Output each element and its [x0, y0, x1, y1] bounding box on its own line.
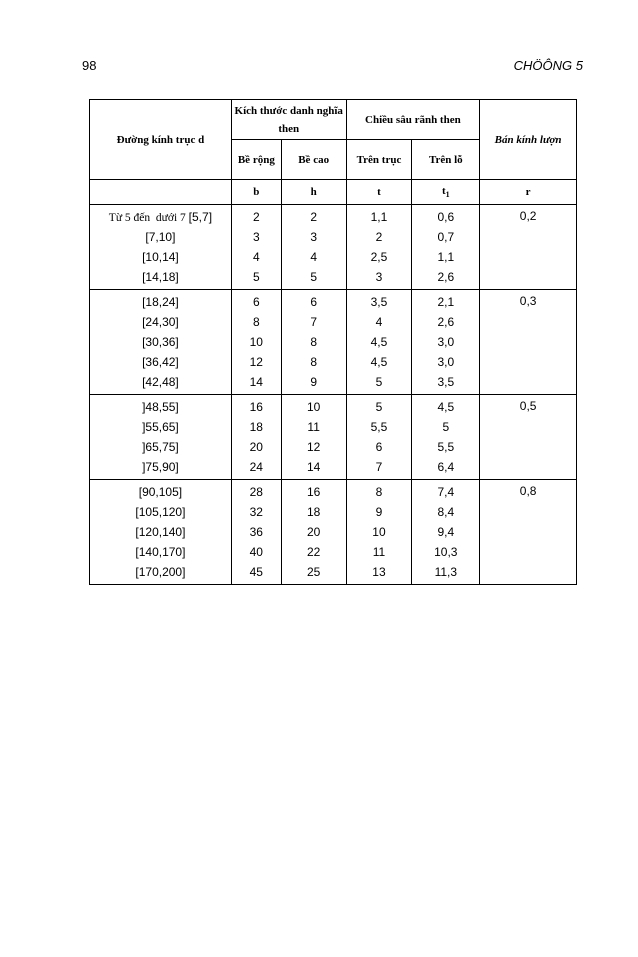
diameter-range: [14,18] — [142, 270, 179, 284]
page-number: 98 — [82, 58, 97, 73]
cell-b: 2 — [231, 205, 281, 228]
cell-t: 4 — [346, 312, 412, 332]
cell-diameter — [90, 542, 232, 562]
cell-diameter — [90, 395, 232, 418]
cell-diameter — [90, 480, 232, 503]
cell-t1: 11,3 — [412, 562, 480, 585]
cell-t: 9 — [346, 502, 412, 522]
diameter-range: [90,105] — [138, 485, 183, 499]
cell-b: 45 — [231, 562, 281, 585]
cell-diameter — [90, 332, 232, 352]
diameter-range: [36,42] — [142, 355, 179, 369]
cell-t1: 0,7 — [412, 227, 480, 247]
cell-b: 14 — [231, 372, 281, 395]
cell-diameter — [90, 290, 232, 313]
cell-diameter — [90, 437, 232, 457]
table-row — [90, 205, 577, 228]
cell-radius: 0,5 — [480, 395, 577, 480]
cell-t1: 0,6 — [412, 205, 480, 228]
header-key-nominal-size: Kích thước danh nghĩa then — [231, 100, 346, 140]
cell-h: 7 — [281, 312, 346, 332]
cell-diameter — [90, 267, 232, 290]
diameter-prefix-text: Từ 5 đến dưới 7 — [108, 212, 189, 224]
cell-t: 11 — [346, 542, 412, 562]
diameter-range: [7,10] — [145, 230, 176, 244]
cell-h: 12 — [281, 437, 346, 457]
cell-b: 8 — [231, 312, 281, 332]
cell-t: 5 — [346, 395, 412, 418]
header-width: Bề rộng — [231, 140, 281, 180]
cell-b: 18 — [231, 417, 281, 437]
symbol-b: b — [231, 180, 281, 205]
cell-diameter — [90, 372, 232, 395]
cell-t1: 5,5 — [412, 437, 480, 457]
cell-b: 36 — [231, 522, 281, 542]
diameter-range: [24,30] — [142, 315, 179, 329]
cell-b: 5 — [231, 267, 281, 290]
cell-t1: 2,6 — [412, 267, 480, 290]
cell-radius: 0,2 — [480, 205, 577, 290]
diameter-range: [10,14] — [142, 250, 179, 264]
header-height: Bề cao — [281, 140, 346, 180]
cell-t: 13 — [346, 562, 412, 585]
cell-t1: 2,1 — [412, 290, 480, 313]
cell-h: 4 — [281, 247, 346, 267]
cell-b: 3 — [231, 227, 281, 247]
cell-diameter — [90, 457, 232, 480]
symbol-t1-base: t — [441, 184, 446, 197]
diameter-range: ]75,90] — [142, 460, 179, 474]
cell-h: 8 — [281, 332, 346, 352]
cell-t1: 6,4 — [412, 457, 480, 480]
cell-t: 10 — [346, 522, 412, 542]
symbol-t1-subscript: 1 — [445, 190, 450, 200]
diameter-range: [120,140] — [135, 525, 186, 539]
diameter-range: ]65,75] — [142, 440, 179, 454]
cell-b: 40 — [231, 542, 281, 562]
header-on-shaft: Trên trục — [346, 140, 412, 180]
symbol-h: h — [281, 180, 346, 205]
diameter-range: [42,48] — [142, 375, 179, 389]
cell-radius: 0,8 — [480, 480, 577, 585]
diameter-range: [105,120] — [135, 505, 186, 519]
cell-b: 12 — [231, 352, 281, 372]
cell-h: 9 — [281, 372, 346, 395]
cell-t: 5,5 — [346, 417, 412, 437]
table-row — [90, 480, 577, 503]
cell-b: 6 — [231, 290, 281, 313]
cell-h: 11 — [281, 417, 346, 437]
cell-t1: 3,0 — [412, 352, 480, 372]
cell-h: 3 — [281, 227, 346, 247]
cell-diameter — [90, 502, 232, 522]
cell-b: 28 — [231, 480, 281, 503]
cell-t: 2,5 — [346, 247, 412, 267]
diameter-range: ]55,65] — [142, 420, 179, 434]
cell-t1: 7,4 — [412, 480, 480, 503]
cell-diameter — [90, 562, 232, 585]
diameter-range: [140,170] — [135, 545, 186, 559]
table-row — [90, 395, 577, 418]
cell-h: 2 — [281, 205, 346, 228]
cell-t1: 5 — [412, 417, 480, 437]
cell-t1: 3,5 — [412, 372, 480, 395]
cell-t1: 9,4 — [412, 522, 480, 542]
diameter-range: ]48,55] — [142, 400, 179, 414]
symbol-r: r — [480, 180, 577, 205]
cell-b: 24 — [231, 457, 281, 480]
cell-t: 3,5 — [346, 290, 412, 313]
cell-h: 14 — [281, 457, 346, 480]
cell-t: 5 — [346, 372, 412, 395]
chapter-title: CHÖÔNG 5 — [513, 58, 583, 73]
cell-t: 4,5 — [346, 332, 412, 352]
cell-h: 6 — [281, 290, 346, 313]
cell-diameter — [90, 227, 232, 247]
cell-h: 20 — [281, 522, 346, 542]
cell-diameter — [90, 522, 232, 542]
header-keyway-depth: Chiều sâu rãnh then — [346, 100, 480, 140]
cell-h: 10 — [281, 395, 346, 418]
cell-diameter — [90, 205, 232, 228]
cell-b: 16 — [231, 395, 281, 418]
cell-t: 2 — [346, 227, 412, 247]
header-shaft-diameter: Đường kính trục d — [116, 133, 205, 146]
symbol-t1 — [412, 180, 480, 205]
diameter-range: [18,24] — [142, 295, 179, 309]
symbol-t: t — [346, 180, 412, 205]
cell-b: 10 — [231, 332, 281, 352]
cell-t1: 1,1 — [412, 247, 480, 267]
cell-diameter — [90, 312, 232, 332]
diameter-range: [170,200] — [135, 565, 186, 579]
cell-t: 6 — [346, 437, 412, 457]
table-row — [90, 290, 577, 313]
cell-radius: 0,3 — [480, 290, 577, 395]
cell-b: 32 — [231, 502, 281, 522]
cell-h: 22 — [281, 542, 346, 562]
cell-t1: 8,4 — [412, 502, 480, 522]
cell-h: 25 — [281, 562, 346, 585]
table-body — [90, 205, 577, 585]
symbol-cell-empty — [90, 180, 232, 205]
cell-t1: 3,0 — [412, 332, 480, 352]
diameter-range: [5,7] — [188, 210, 213, 224]
header-on-hole: Trên lỗ — [412, 140, 480, 180]
cell-t: 7 — [346, 457, 412, 480]
cell-t1: 10,3 — [412, 542, 480, 562]
header-fillet-radius: Bán kính lượn — [480, 100, 577, 180]
cell-t1: 2,6 — [412, 312, 480, 332]
key-dimensions-table — [89, 99, 577, 585]
cell-h: 18 — [281, 502, 346, 522]
cell-h: 8 — [281, 352, 346, 372]
cell-h: 5 — [281, 267, 346, 290]
cell-b: 20 — [231, 437, 281, 457]
cell-h: 16 — [281, 480, 346, 503]
cell-b: 4 — [231, 247, 281, 267]
cell-t: 1,1 — [346, 205, 412, 228]
cell-t: 3 — [346, 267, 412, 290]
cell-diameter — [90, 247, 232, 267]
cell-diameter — [90, 352, 232, 372]
cell-t1: 4,5 — [412, 395, 480, 418]
diameter-range: [30,36] — [142, 335, 179, 349]
cell-t: 4,5 — [346, 352, 412, 372]
cell-diameter — [90, 417, 232, 437]
cell-t: 8 — [346, 480, 412, 503]
